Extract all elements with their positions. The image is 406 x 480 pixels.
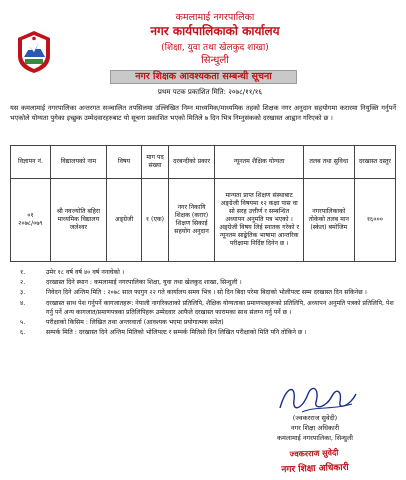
signatory-block — [255, 413, 375, 443]
item-text: दरखास्त साथ पेश गर्नुपर्ने कागजातहरू: नेपाली नागरिकताको प्रतिलिपि, शैक्षिक योग्यताका प्रमाणपत्रहरूको प्रतिलिपि, अध्यापन अनुमति पत्रको प्रतिलिपि, पेश गर्नु पर्ने अन्य कागजात/प्रमाणपत्रका प्रतिलिपिहरू उम्मेदवार आफैले दरखास्त फारामका साथ संलग्न गर्नु पर्ने छ । — [46, 299, 394, 316]
header-qualification: न्यूनतम शैक्षिक योग्यता — [215, 146, 303, 179]
table-header-row — [11, 146, 396, 179]
item-number: ६. — [20, 329, 26, 337]
intro-paragraph: यस कमलामाई नगरपालिका अन्तरगत सञ्चालित तपसिलमा उल्लिखित निम्न माध्यमिक/माध्यमिक तहको शिक्षक नगर अनुदान सहयोगमा करारमा नियुक्ति गर्नुपर्ने भएकोले योग्यता पुगेका इच्छुक उम्मेदवारहरुबाट यो सूचना प्रकाशित भएको मितिले ७ दिन भित्र निम्नुसंकको दरखास्त आह्वान गरिएको छ । — [10, 104, 396, 122]
stamp-name: ज्वकरराज सुवेदी — [289, 448, 339, 459]
header-posts: माग पद संख्या — [142, 146, 169, 179]
list-item — [20, 288, 396, 297]
notice-title: नगर शिक्षक आवश्यकता सम्बन्धी सूचना — [110, 70, 297, 84]
publication-date: प्रथम पटक प्रकाशित मिति: २०७८/११/१६ — [157, 88, 263, 96]
item-number: ३. — [20, 289, 26, 297]
cell-qualification: मान्यता प्राप्त शिक्षण संस्थाबाट अङ्ग्रेजी विषयमा १२ कक्षा पास वा सो सरह उत्तीर्ण र सम्बन्धित अध्यापन अनुमति पत्र भएको । अङ्ग्रेजी विषय लिई स्नातक गरेको र न्यूनतम साङ्केतिक भाषामा आन्तरिक परीक्षामा निर्दिष्ट दिनेन छ । — [215, 179, 303, 262]
item-text: सम्पर्क मिति : दरखास्त दिने अन्तिम मितिको भोलिपल्ट र सम्पर्क मितिसो दिन लिखित परीक्षाको मिति पनि तोकिने छ । — [46, 329, 307, 337]
item-text: उमेर १८ वर्ष वर्ष ४० वर्ष ननाघेको । — [46, 269, 125, 276]
list-item — [20, 318, 396, 327]
nepal-emblem-icon — [15, 30, 53, 74]
signatory-org: कमलामाई नगरपालिका, सिन्धुली — [277, 434, 353, 442]
item-text: परीक्षाको किसिम : लिखित तथा अन्तरवार्ता (आवश्यक भएमा प्रयोगात्मक समेत) — [46, 319, 224, 327]
cell-school: श्री नवज्योति बहिरा माध्यमिक विद्यालय जलेश्वर — [50, 179, 106, 262]
item-number: ४. — [20, 299, 26, 307]
signatory-name: (ज्वकरराज सुवेदी) — [292, 414, 338, 422]
cell-posts: १ (एक) — [142, 179, 169, 262]
header-salary: तलब तथा सुविधा — [303, 146, 354, 179]
item-text: निवेदन दिने अन्तिम मिति : २०७८ साल फागुन २२ गते कार्यालय समय भित्र । सो दिन बिदा परेमा बिदाको भोलीपल्ट सम्म दरखास्त दिन सकिनेछ । — [46, 289, 367, 297]
item-number: २. — [20, 279, 26, 287]
stamp-title: नगर शिक्षा अधिकारी — [281, 462, 349, 476]
cell-salary: नगरपालिकाको तोकेको तलब मान (स्केल) बमोजिम — [303, 179, 354, 262]
item-number: १. — [20, 269, 26, 276]
table-row — [11, 179, 396, 262]
cell-type: नगर निकायि शिक्षक (करार) शिक्षण सिकाई सहयोग अनुदान — [168, 179, 215, 262]
item-text: दरखास्त दिने स्थान : कमलामाई नगरपालिका शिक्षा, युवा तथा खेलकुद शाखा, सिन्धुली । — [46, 279, 242, 287]
vacancy-table — [10, 145, 396, 262]
cell-sn: ०१ २०७८/०७९ — [11, 179, 51, 262]
office-name: नगर कार्यपालिकाको कार्यालय — [150, 24, 280, 38]
list-item — [20, 278, 396, 287]
item-number: ५. — [20, 319, 26, 327]
header-type: दरबन्दीको प्रकार — [168, 146, 215, 179]
cell-fee: १६००० — [354, 179, 395, 262]
header-sn: विज्ञापन नं. — [11, 146, 51, 179]
header-subject: विषय — [106, 146, 141, 179]
section-name: (शिक्षा, युवा तथा खेलकुद शाखा) — [161, 43, 269, 53]
list-item — [20, 268, 396, 277]
district-name: सिन्धुली — [201, 55, 229, 66]
header-fee: दरखास्त दस्तुर — [354, 146, 395, 179]
municipality-name: कमलामाई नगरपालिका — [175, 12, 255, 23]
list-item — [20, 299, 396, 317]
cell-subject: अङ्ग्रेजी — [106, 179, 141, 262]
signatory-title: नगर शिक्षा अधिकारी — [290, 424, 340, 432]
header-school: विद्यालयको नाम — [50, 146, 106, 179]
conditions-list — [20, 268, 396, 338]
list-item — [20, 328, 396, 337]
